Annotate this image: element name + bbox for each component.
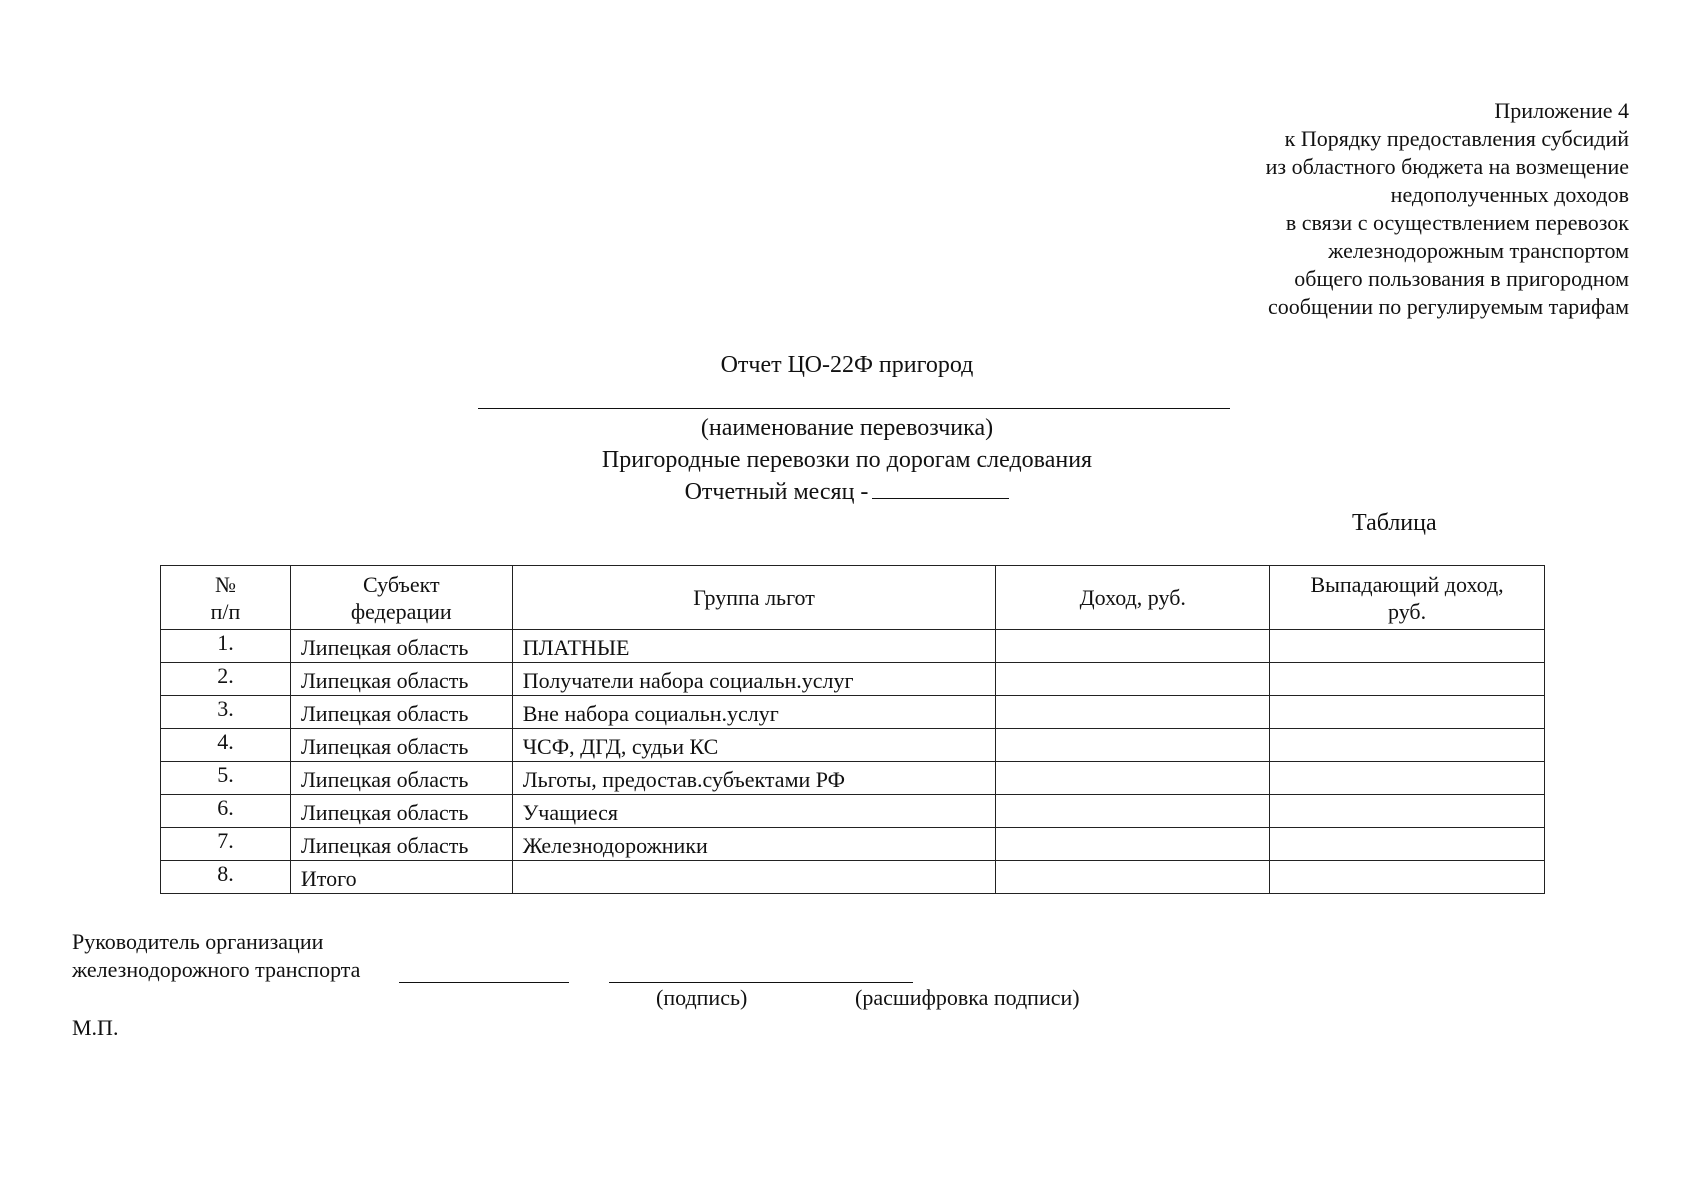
header-income: Доход, руб. bbox=[996, 566, 1270, 630]
cell-number: 8. bbox=[161, 861, 291, 894]
header-region: Субъект федерации bbox=[290, 566, 512, 630]
cell-income[interactable] bbox=[996, 630, 1270, 663]
cell-lost-income[interactable] bbox=[1270, 663, 1545, 696]
cell-benefit-group: Учащиеся bbox=[512, 795, 996, 828]
table-row bbox=[161, 828, 1545, 861]
cell-number: 6. bbox=[161, 795, 291, 828]
cell-number: 1. bbox=[161, 630, 291, 663]
cell-number: 7. bbox=[161, 828, 291, 861]
cell-income[interactable] bbox=[996, 861, 1270, 894]
cell-region: Липецкая область bbox=[290, 696, 512, 729]
appendix-line: к Порядку предоставления субсидий bbox=[1284, 126, 1629, 151]
carrier-name-blank bbox=[478, 408, 1230, 409]
appendix-line: железнодорожным транспортом bbox=[1328, 238, 1629, 263]
cell-number: 2. bbox=[161, 663, 291, 696]
cell-benefit-group: ПЛАТНЫЕ bbox=[512, 630, 996, 663]
cell-lost-income[interactable] bbox=[1270, 729, 1545, 762]
report-table bbox=[160, 565, 1545, 894]
cell-income[interactable] bbox=[996, 729, 1270, 762]
header-lost-income: Выпадающий доход, руб. bbox=[1270, 566, 1545, 630]
cell-region: Итого bbox=[290, 861, 512, 894]
cell-income[interactable] bbox=[996, 795, 1270, 828]
cell-income[interactable] bbox=[996, 762, 1270, 795]
header-benefit-group: Группа льгот bbox=[512, 566, 996, 630]
cell-number: 3. bbox=[161, 696, 291, 729]
signature-line-1: Руководитель организации bbox=[72, 929, 324, 954]
cell-region: Липецкая область bbox=[290, 630, 512, 663]
cell-benefit-group: Вне набора социальн.услуг bbox=[512, 696, 996, 729]
table-row bbox=[161, 696, 1545, 729]
cell-region: Липецкая область bbox=[290, 795, 512, 828]
appendix-line: из областного бюджета на возмещение bbox=[1265, 154, 1629, 179]
reporting-month-blank bbox=[872, 476, 1009, 499]
reporting-month-label: Отчетный месяц - bbox=[684, 479, 869, 505]
appendix-header bbox=[1266, 97, 1629, 321]
signature-decode-blank[interactable] bbox=[609, 982, 913, 983]
appendix-line: Приложение 4 bbox=[1494, 98, 1629, 123]
cell-lost-income[interactable] bbox=[1270, 630, 1545, 663]
signature-decode-label: (расшифровка подписи) bbox=[855, 985, 1080, 1010]
cell-income[interactable] bbox=[996, 696, 1270, 729]
cell-benefit-group bbox=[512, 861, 996, 894]
table-caption: Таблица bbox=[1352, 510, 1437, 536]
cell-benefit-group: ЧСФ, ДГД, судьи КС bbox=[512, 729, 996, 762]
signature-blank[interactable] bbox=[399, 982, 569, 983]
appendix-line: недополученных доходов bbox=[1390, 182, 1629, 207]
cell-region: Липецкая область bbox=[290, 762, 512, 795]
cell-income[interactable] bbox=[996, 828, 1270, 861]
cell-lost-income[interactable] bbox=[1270, 861, 1545, 894]
cell-number: 4. bbox=[161, 729, 291, 762]
cell-lost-income[interactable] bbox=[1270, 795, 1545, 828]
cell-number: 5. bbox=[161, 762, 291, 795]
appendix-line: в связи с осуществлением перевозок bbox=[1285, 210, 1629, 235]
table-row bbox=[161, 795, 1545, 828]
signature-line-2: железнодорожного транспорта bbox=[72, 957, 361, 982]
report-subtitle: Пригородные перевозки по дорогам следования bbox=[601, 447, 1093, 473]
header-number: № п/п bbox=[161, 566, 291, 630]
cell-lost-income[interactable] bbox=[1270, 696, 1545, 729]
appendix-line: общего пользования в пригородном bbox=[1294, 266, 1629, 291]
cell-lost-income[interactable] bbox=[1270, 828, 1545, 861]
cell-benefit-group: Льготы, предостав.субъектами РФ bbox=[512, 762, 996, 795]
reporting-month bbox=[0, 476, 1694, 507]
table-row bbox=[161, 762, 1545, 795]
cell-benefit-group: Железнодорожники bbox=[512, 828, 996, 861]
appendix-line: сообщении по регулируемым тарифам bbox=[1267, 294, 1629, 319]
cell-region: Липецкая область bbox=[290, 828, 512, 861]
stamp-place: М.П. bbox=[72, 1015, 119, 1040]
carrier-name-caption: (наименование перевозчика) bbox=[700, 415, 994, 441]
table-header-row bbox=[161, 566, 1545, 630]
cell-income[interactable] bbox=[996, 663, 1270, 696]
cell-region: Липецкая область bbox=[290, 663, 512, 696]
signature-label: (подпись) bbox=[656, 985, 748, 1010]
report-title: Отчет ЦО-22Ф пригород bbox=[720, 352, 974, 378]
table-row bbox=[161, 630, 1545, 663]
cell-benefit-group: Получатели набора социальн.услуг bbox=[512, 663, 996, 696]
table-row bbox=[161, 729, 1545, 762]
table-row bbox=[161, 663, 1545, 696]
cell-lost-income[interactable] bbox=[1270, 762, 1545, 795]
cell-region: Липецкая область bbox=[290, 729, 512, 762]
table-row-total bbox=[161, 861, 1545, 894]
signature-block bbox=[72, 928, 360, 984]
